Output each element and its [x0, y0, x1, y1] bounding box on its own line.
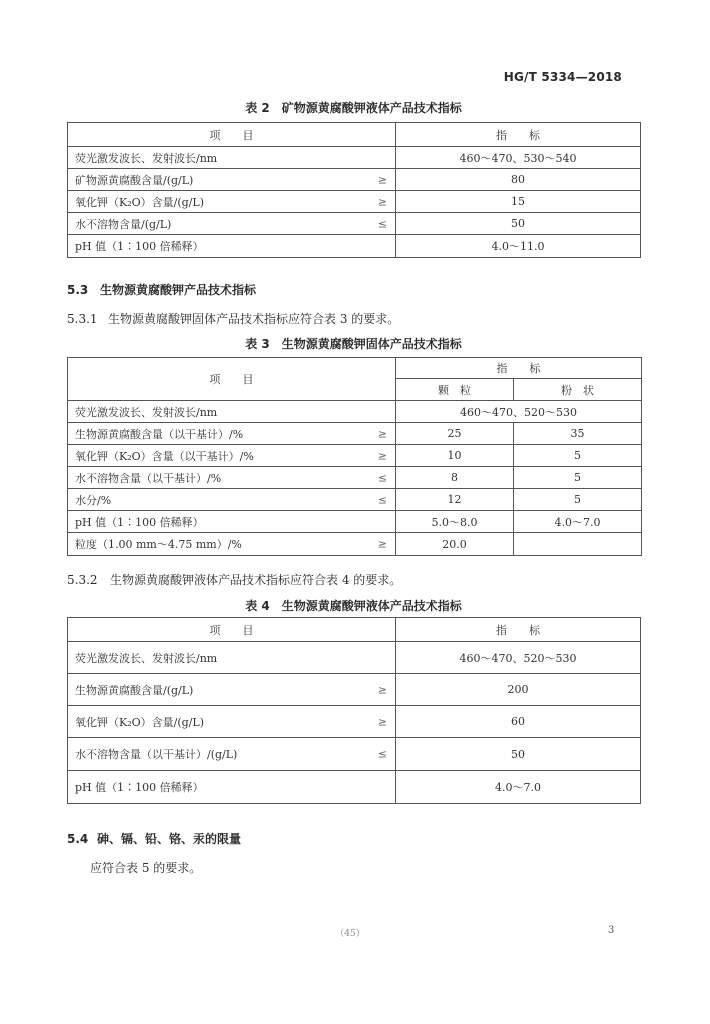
footer-print-mark: （45） — [335, 929, 365, 939]
table-cell-powder: 5 — [514, 445, 642, 467]
table-header-row — [68, 123, 641, 147]
table-row — [68, 191, 641, 213]
table-row — [68, 147, 641, 169]
table-cell-item — [68, 235, 396, 258]
item-label: 水分/% — [75, 493, 112, 507]
table-cell-value: 200 — [396, 674, 641, 706]
section-number: 5.3 — [67, 283, 89, 297]
table-cell-item — [68, 445, 396, 467]
table-row — [68, 738, 641, 771]
table-cell-granular: 12 — [396, 489, 514, 511]
table-row — [68, 511, 642, 533]
header-value: 指 标 — [396, 123, 641, 147]
comparison-operator: ≥ — [377, 173, 387, 186]
table-row — [68, 235, 641, 258]
item-label: pH 值（1∶100 倍稀释） — [75, 515, 204, 529]
table-cell-granular: 25 — [396, 423, 514, 445]
item-label: 矿物源黄腐酸含量/(g/L) — [75, 173, 194, 187]
table-row — [68, 489, 642, 511]
table-cell-item — [68, 771, 396, 804]
item-label: 荧光激发波长、发射波长/nm — [75, 151, 218, 165]
comparison-operator: ≤ — [377, 217, 387, 230]
table-cell-value: 460～470、530～540 — [396, 147, 641, 169]
table-cell-value: 460～470、520～530 — [396, 401, 642, 423]
item-label: 水不溶物含量（以干基计）/(g/L) — [75, 748, 238, 761]
item-label: 氧化钾（K₂O）含量/(g/L) — [75, 715, 204, 729]
table-cell-item — [68, 489, 396, 511]
table-cell-powder: 35 — [514, 423, 642, 445]
item-label: 水不溶物含量/(g/L) — [75, 217, 172, 231]
section-number: 5.4 — [67, 832, 89, 846]
item-label: 水不溶物含量（以干基计）/% — [75, 471, 222, 485]
table-row — [68, 642, 641, 674]
clause-number: 5.3.1 — [67, 312, 98, 326]
table-cell-item — [68, 706, 396, 738]
table-row — [68, 533, 642, 556]
item-label: 氧化钾（K₂O）含量（以干基计）/% — [75, 449, 254, 463]
header-powder: 粉 状 — [514, 379, 642, 401]
comparison-operator: ≥ — [377, 427, 387, 440]
table-cell-item — [68, 191, 396, 213]
table-3-caption: 表 3 生物源黄腐酸钾固体产品技术指标 — [245, 337, 462, 351]
table-cell-value: 15 — [396, 191, 641, 213]
table-row — [68, 674, 641, 706]
standard-code: HG/T 5334—2018 — [503, 70, 622, 84]
table-cell-item — [68, 674, 396, 706]
header-item: 项 目 — [68, 358, 396, 401]
table-cell-powder-empty — [514, 533, 642, 556]
table-cell-value: 4.0～7.0 — [396, 771, 641, 804]
section-title: 砷、镉、铅、铬、汞的限量 — [97, 832, 242, 846]
table-row — [68, 401, 642, 423]
clause-text: 生物源黄腐酸钾固体产品技术指标应符合表 3 的要求。 — [108, 312, 400, 326]
section-title: 生物源黄腐酸钾产品技术指标 — [100, 283, 257, 297]
table-3 — [67, 357, 642, 556]
table-cell-item — [68, 423, 396, 445]
header-item: 项 目 — [68, 123, 396, 147]
table-cell-value: 460～470、520～530 — [396, 642, 641, 674]
clause-text: 生物源黄腐酸钾液体产品技术指标应符合表 4 的要求。 — [110, 573, 402, 587]
table-cell-item — [68, 642, 396, 674]
table-cell-item — [68, 533, 396, 556]
comparison-operator: ≥ — [377, 449, 387, 462]
table-cell-value: 4.0～11.0 — [396, 235, 641, 258]
table-cell-value: 60 — [396, 706, 641, 738]
table-row — [68, 771, 641, 804]
header-granular: 颗 粒 — [396, 379, 514, 401]
clause-number: 5.3.2 — [67, 573, 98, 587]
table-cell-item — [68, 738, 396, 771]
comparison-operator: ≤ — [377, 493, 387, 506]
table-cell-value: 50 — [396, 213, 641, 235]
table-cell-item — [68, 213, 396, 235]
section-text: 应符合表 5 的要求。 — [90, 861, 202, 875]
item-label: pH 值（1∶100 倍稀释） — [75, 781, 204, 794]
comparison-operator: ≥ — [377, 537, 387, 551]
comparison-operator: ≤ — [377, 747, 387, 761]
table-cell-item — [68, 511, 396, 533]
item-label: 氧化钾（K₂O）含量/(g/L) — [75, 195, 204, 209]
table-cell-powder: 5 — [514, 467, 642, 489]
table-cell-powder: 5 — [514, 489, 642, 511]
comparison-operator: ≤ — [377, 471, 387, 484]
table-row — [68, 445, 642, 467]
table-cell-granular: 20.0 — [396, 533, 514, 556]
item-label: 生物源黄腐酸含量（以干基计）/% — [75, 427, 244, 441]
header-item: 项 目 — [68, 618, 396, 642]
table-cell-value: 80 — [396, 169, 641, 191]
table-row — [68, 169, 641, 191]
comparison-operator: ≥ — [377, 195, 387, 208]
table-header-row — [68, 358, 642, 379]
table-2-caption: 表 2 矿物源黄腐酸钾液体产品技术指标 — [245, 101, 462, 115]
table-cell-item — [68, 169, 396, 191]
table-cell-value: 50 — [396, 738, 641, 771]
page-number: 3 — [608, 925, 615, 936]
comparison-operator: ≥ — [377, 715, 387, 728]
table-4 — [67, 617, 641, 804]
table-cell-granular: 8 — [396, 467, 514, 489]
table-cell-granular: 10 — [396, 445, 514, 467]
table-4-caption: 表 4 生物源黄腐酸钾液体产品技术指标 — [245, 599, 462, 613]
item-label: pH 值（1∶100 倍稀释） — [75, 240, 204, 253]
table-cell-item — [68, 147, 396, 169]
table-cell-item — [68, 467, 396, 489]
table-row — [68, 706, 641, 738]
item-label: 荧光激发波长、发射波长/nm — [75, 651, 218, 665]
table-row — [68, 213, 641, 235]
header-value: 指 标 — [396, 618, 641, 642]
table-cell-powder: 4.0～7.0 — [514, 511, 642, 533]
table-cell-granular: 5.0～8.0 — [396, 511, 514, 533]
table-row — [68, 423, 642, 445]
table-row — [68, 467, 642, 489]
item-label: 生物源黄腐酸含量/(g/L) — [75, 683, 194, 697]
table-2 — [67, 122, 641, 258]
table-cell-item — [68, 401, 396, 423]
header-value: 指 标 — [396, 358, 642, 379]
table-header-row — [68, 618, 641, 642]
item-label: 荧光激发波长、发射波长/nm — [75, 405, 218, 419]
item-label: 粒度（1.00 mm～4.75 mm）/% — [75, 538, 242, 551]
comparison-operator: ≥ — [377, 683, 387, 696]
